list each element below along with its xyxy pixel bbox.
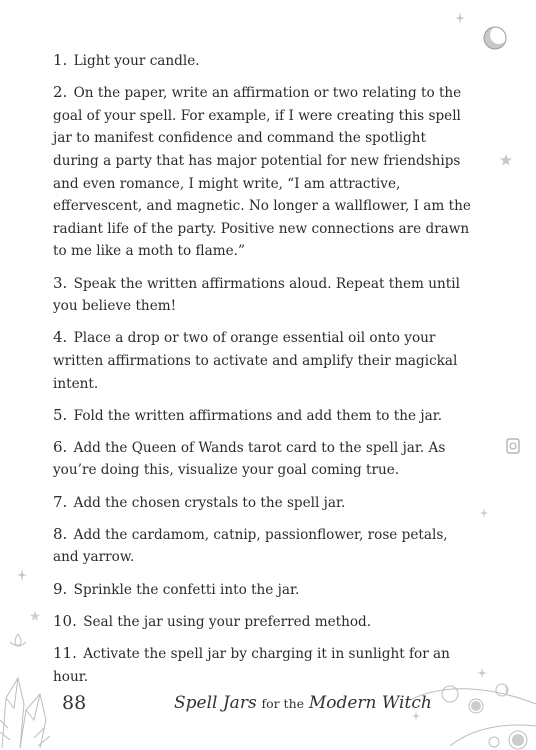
spell-steps-list	[53, 49, 473, 697]
star-icon	[500, 154, 512, 166]
tarot-frame-icon	[506, 438, 520, 454]
list-item	[53, 523, 473, 569]
list-item	[53, 272, 473, 318]
list-item	[53, 436, 473, 482]
star-icon	[30, 611, 40, 621]
step-text: Seal the jar using your preferred method.	[83, 613, 372, 630]
step-text: Add the Queen of Wands tarot card to the spell jar. As you’re doing this, visualize your goal coming true.	[53, 439, 446, 479]
step-text: Activate the spell jar by charging it in sunlight for an hour.	[53, 646, 450, 685]
sparkle-icon	[480, 508, 488, 518]
step-text: Add the chosen crystals to the spell jar.	[73, 494, 346, 511]
step-text: Add the cardamom, catnip, passionflower, rose petals, and yarrow.	[53, 526, 448, 566]
step-text: Place a drop or two of orange essential oil onto your written affirmations to activate and amplify their magickal intent.	[53, 330, 458, 392]
step-number: 4.	[53, 328, 68, 347]
step-number: 8.	[53, 524, 68, 543]
step-text: Speak the written affirmations aloud. Repeat them until you believe them!	[53, 275, 460, 315]
crescent-moon-icon	[481, 24, 511, 54]
sparkle-icon	[17, 569, 27, 581]
running-title-part: for the	[261, 696, 305, 711]
step-text: Light your candle.	[73, 53, 200, 69]
step-number: 6.	[53, 437, 68, 456]
list-item	[53, 81, 473, 263]
list-item	[53, 491, 473, 515]
step-number: 11.	[53, 644, 77, 662]
step-number: 10.	[53, 611, 77, 630]
step-number: 1.	[53, 51, 68, 69]
list-item	[53, 404, 473, 428]
running-title	[174, 693, 432, 713]
page-number: 88	[62, 692, 87, 714]
sparkle-icon	[455, 12, 465, 24]
step-text: Fold the written affirmations and add them to the jar.	[73, 407, 443, 424]
step-number: 5.	[53, 405, 68, 424]
step-number: 3.	[53, 273, 68, 292]
list-item	[53, 610, 473, 634]
step-number: 2.	[53, 83, 68, 102]
step-number: 7.	[53, 492, 68, 511]
running-title-part: Modern Witch	[308, 693, 432, 713]
list-item	[53, 326, 473, 395]
crystal-cluster-icon	[0, 628, 60, 750]
list-item	[53, 49, 473, 73]
step-text: Sprinkle the confetti into the jar.	[73, 581, 300, 598]
list-item	[53, 578, 473, 602]
step-text: On the paper, write an affirmation or two relating to the goal of your spell. For example, if I were creating this spell jar to manifest confidence and command the spotlight during a party that has major potential for new friendships and even romance, I might write, “I am attractive, effervescent, and magnetic. No longer a wallflower, I am the radiant life of the party. Positive new connections are drawn to me like a moth to flame.”	[53, 85, 471, 260]
step-number: 9.	[53, 579, 68, 598]
list-item	[53, 642, 473, 688]
running-title-part: Spell Jars	[174, 693, 257, 713]
